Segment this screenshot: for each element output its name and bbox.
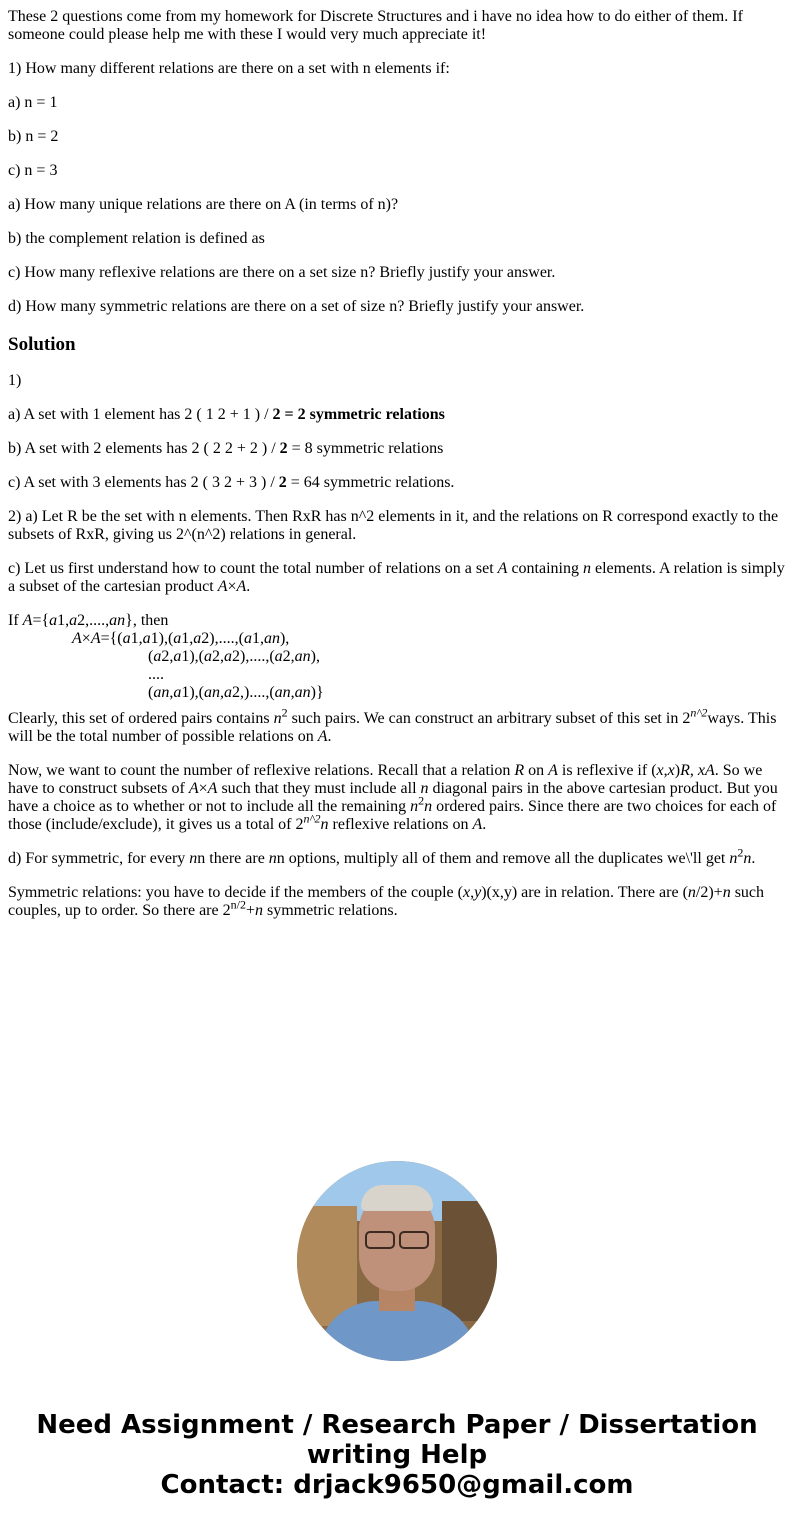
text-segment: c) A set with 3 elements has 2 ( 3 2 + 3 ) / — [8, 474, 279, 491]
text-segment: n there are — [197, 850, 269, 867]
footer-line-2: writing Help — [306, 1440, 488, 1470]
text-segment: 1, — [181, 630, 194, 647]
text-segment: n — [254, 902, 263, 919]
text-segment: n — [410, 798, 419, 815]
text-segment: a — [173, 684, 182, 701]
text-segment: 2,)....,( — [231, 684, 275, 701]
text-segment: × — [198, 780, 208, 797]
text-segment: ( — [148, 648, 154, 665]
question-section — [8, 8, 786, 316]
text-segment: 2 — [737, 845, 744, 860]
text-segment: Now, we want to count the number of reflexive relations. Recall that a relation — [8, 762, 515, 779]
text-segment: ), — [279, 630, 290, 647]
text-segment: 2 — [418, 793, 425, 808]
text-segment: ={( — [100, 630, 123, 647]
text-segment: }, then — [125, 612, 169, 629]
text-segment: is reflexive if ( — [557, 762, 657, 779]
text-segment: × — [227, 578, 237, 595]
text-segment: a — [203, 648, 212, 665]
text-segment: ), — [310, 648, 320, 665]
text-segment: 2 = 2 symmetric relations — [272, 406, 445, 423]
text-segment: = 64 symmetric relations. — [286, 474, 455, 491]
text-segment: a) n = 1 — [8, 94, 58, 111]
text-segment: c) Let us first understand how to count the total number of relations on a set — [8, 560, 498, 577]
text-segment: 1),( — [150, 630, 174, 647]
contact-footer — [0, 1410, 794, 1500]
text-segment: reflexive relations on — [328, 816, 473, 833]
text-segment: symmetric relations. — [262, 902, 398, 919]
formula-line — [8, 612, 786, 630]
text-segment: ( — [148, 684, 154, 701]
text-segment: c) n = 3 — [8, 162, 58, 179]
text-segment: × — [81, 630, 91, 647]
paragraph — [8, 560, 786, 596]
text-segment: n — [722, 884, 731, 901]
text-segment: A — [317, 728, 328, 745]
text-segment: a — [173, 648, 182, 665]
paragraph — [8, 128, 786, 146]
formula-line — [8, 666, 786, 684]
text-segment: a — [274, 648, 283, 665]
text-segment: an — [263, 630, 280, 647]
text-segment: n options, multiply all of them and remove all the duplicates we\'ll get — [276, 850, 730, 867]
text-segment: n — [420, 780, 429, 797]
text-segment: elements. A relation is simply a subset of the cartesian product — [8, 560, 785, 595]
text-segment: + — [245, 902, 255, 919]
text-segment: If — [8, 612, 23, 629]
text-segment: n — [268, 850, 277, 867]
solution-heading: Solution — [8, 334, 76, 355]
text-segment: an — [203, 684, 220, 701]
text-segment: A — [207, 780, 218, 797]
text-segment: a — [193, 630, 202, 647]
text-segment: A — [22, 612, 33, 629]
text-segment: n — [743, 850, 752, 867]
solution-section-explanation — [8, 705, 786, 920]
paragraph — [8, 162, 786, 180]
text-segment: . — [327, 728, 332, 745]
text-segment: 2, — [282, 648, 295, 665]
text-segment: ) — [674, 762, 681, 779]
text-segment: . So we have to construct subsets of — [8, 762, 763, 797]
text-segment: .... — [148, 666, 164, 683]
text-segment: an — [274, 684, 291, 701]
paragraph — [8, 60, 786, 78]
text-segment: b) the complement relation is defined as — [8, 230, 265, 247]
text-segment: A — [236, 578, 247, 595]
text-segment: a — [173, 630, 182, 647]
text-segment: y — [474, 884, 482, 901]
text-segment: n — [273, 710, 282, 727]
text-segment: A — [72, 630, 82, 647]
text-segment: n — [582, 560, 591, 577]
text-segment: n^2 — [303, 811, 321, 826]
paragraph — [8, 762, 786, 834]
text-segment: n — [424, 798, 433, 815]
text-segment: on — [524, 762, 549, 779]
paragraph — [8, 8, 786, 44]
text-segment: n^2 — [690, 705, 708, 720]
text-segment: a — [223, 648, 232, 665]
text-segment: n/2 — [230, 897, 246, 912]
text-segment: 2, — [211, 648, 224, 665]
cartesian-product-block — [8, 612, 786, 702]
text-segment: A — [472, 816, 483, 833]
text-segment: c) How many reflexive relations are there on a set size n? Briefly justify your answer. — [8, 264, 556, 281]
paragraph — [8, 474, 786, 492]
text-segment: a — [243, 630, 252, 647]
paragraph — [8, 196, 786, 214]
paragraph — [8, 508, 786, 544]
footer-line-1: Need Assignment / Research Paper / Dissertation — [36, 1410, 758, 1440]
text-segment: n — [729, 850, 738, 867]
text-segment: 2, — [161, 648, 174, 665]
text-segment: a) How many unique relations are there on A (in terms of n)? — [8, 196, 399, 213]
author-photo — [297, 1161, 497, 1361]
text-segment: a — [142, 630, 151, 647]
text-segment: /2)+ — [695, 884, 723, 901]
paragraph — [8, 264, 786, 282]
text-segment: A — [90, 630, 101, 647]
paragraph — [8, 230, 786, 248]
text-segment: an — [294, 684, 311, 701]
text-segment: A — [217, 578, 228, 595]
text-segment: 2),....,( — [231, 648, 275, 665]
text-segment: a — [69, 612, 78, 629]
text-segment: 1, — [251, 630, 264, 647]
formula-line — [8, 684, 786, 702]
text-segment: Symmetric relations: you have to decide if the members of the couple ( — [8, 884, 463, 901]
text-segment: = 8 symmetric relations — [287, 440, 444, 457]
paragraph — [8, 440, 786, 458]
text-segment: , — [219, 684, 224, 701]
text-segment: an — [294, 648, 311, 665]
paragraph — [8, 298, 786, 316]
text-segment: , — [470, 884, 475, 901]
text-segment: a — [122, 630, 131, 647]
text-segment: b) A set with 2 elements has 2 ( 2 2 + 2 ) / — [8, 440, 280, 457]
text-segment: 2 — [281, 705, 288, 720]
text-segment: A — [188, 780, 199, 797]
paragraph — [8, 705, 786, 746]
text-segment: A — [548, 762, 558, 779]
text-segment: A — [497, 560, 508, 577]
text-segment: a) A set with 1 element has 2 ( 1 2 + 1 ) / — [8, 406, 273, 423]
text-segment: )} — [310, 684, 324, 701]
text-segment: ways. This will be the total number of possible relations on — [8, 710, 777, 745]
text-segment: . — [482, 816, 487, 833]
text-segment: such that they must include all — [217, 780, 421, 797]
text-segment: 2),....,( — [201, 630, 244, 647]
text-segment: 2,...., — [77, 612, 110, 629]
text-segment: , — [290, 684, 295, 701]
text-segment: n — [189, 850, 198, 867]
text-segment: , — [663, 762, 668, 779]
text-segment: x — [656, 762, 664, 779]
text-segment: 1) How many different relations are there on a set with n elements if: — [8, 60, 450, 77]
text-segment: . — [246, 578, 251, 595]
text-segment: 1, — [57, 612, 70, 629]
text-segment: 2) a) Let R be the set with n elements. Then RxR has n^2 elements in it, and the relations on R correspond exactly to the subsets of RxR, giving us 2^(n^2) relations in general. — [8, 508, 779, 543]
text-segment: xA — [697, 762, 715, 779]
formula-line — [8, 648, 786, 666]
text-segment: such couples, up to order. So there are 2 — [8, 884, 765, 919]
paragraph — [8, 845, 786, 868]
text-segment: diagonal pairs in the above cartesian product. But you have a choice as to whether or not to include all the remaining — [8, 780, 778, 815]
text-segment: a — [49, 612, 58, 629]
text-segment: a — [223, 684, 232, 701]
text-segment: such pairs. We can construct an arbitrary subset of this set in 2 — [287, 710, 691, 727]
text-segment: 1, — [130, 630, 143, 647]
text-segment: x — [667, 762, 675, 779]
document-body — [0, 8, 794, 920]
text-segment: x — [462, 884, 471, 901]
text-segment: 2 — [278, 474, 287, 491]
paragraph — [8, 406, 786, 424]
text-segment: 1) — [8, 372, 22, 389]
footer-line-3: Contact: drjack9650@gmail.com — [160, 1470, 634, 1500]
text-segment: an — [153, 684, 170, 701]
text-segment: Clearly, this set of ordered pairs contains — [8, 710, 274, 727]
text-segment: containing — [507, 560, 583, 577]
text-segment: )(x,y) are in relation. There are ( — [481, 884, 688, 901]
text-segment: n — [320, 816, 329, 833]
text-segment: d) For symmetric, for every — [8, 850, 190, 867]
text-segment: d) How many symmetric relations are there on a set of size n? Briefly justify your answer. — [8, 298, 585, 315]
text-segment: a — [153, 648, 162, 665]
text-segment: n — [687, 884, 696, 901]
text-segment: R — [680, 762, 690, 779]
text-segment: ={ — [32, 612, 50, 629]
paragraph — [8, 372, 786, 390]
text-segment: 1),( — [181, 684, 204, 701]
text-segment: , — [169, 684, 174, 701]
text-segment: . — [751, 850, 756, 867]
text-segment: These 2 questions come from my homework for Discrete Structures and i have no idea how to do either of them. If someone could please help me with these I would very much appreciate it! — [8, 8, 743, 43]
text-segment: R — [514, 762, 525, 779]
solution-section-intro — [8, 372, 786, 596]
text-segment: ordered pairs. Since there are two choices for each of those (include/exclude), it gives us a total of 2 — [8, 798, 777, 833]
paragraph — [8, 884, 786, 920]
text-segment: b) n = 2 — [8, 128, 59, 145]
text-segment: 2 — [279, 440, 288, 457]
paragraph — [8, 94, 786, 112]
text-segment: , — [689, 762, 698, 779]
formula-line — [8, 630, 786, 648]
text-segment: 1),( — [181, 648, 204, 665]
text-segment: an — [109, 612, 126, 629]
